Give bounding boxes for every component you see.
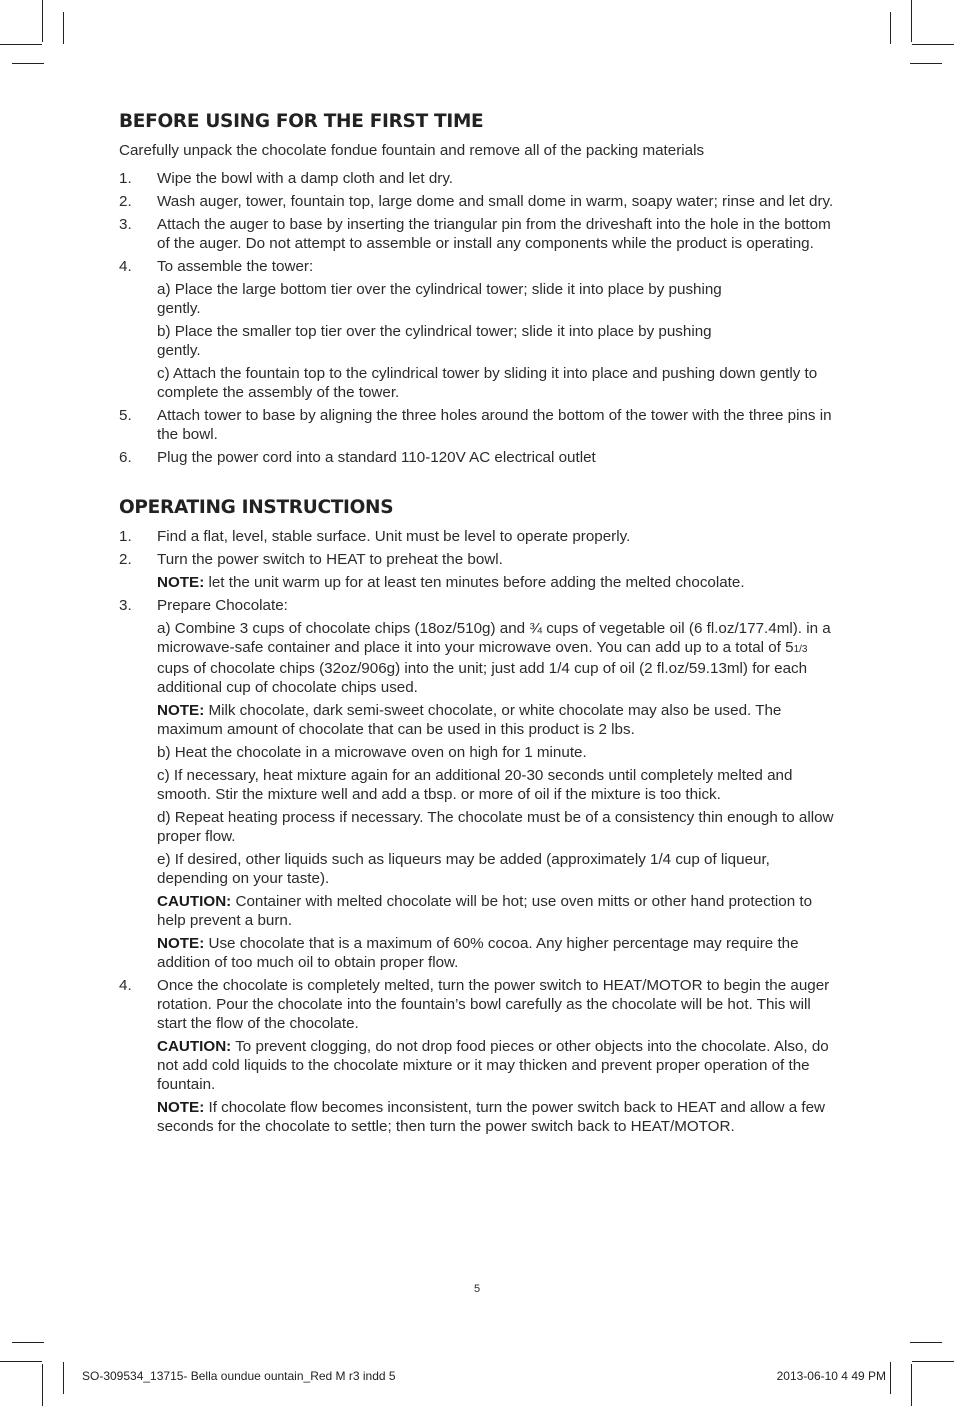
print-slug-filename: SO-309534_13715- Bella oundue ountain_Red M r3 indd 5: [82, 1369, 396, 1383]
note: NOTE: Milk chocolate, dark semi-sweet chocolate, or white chocolate may also be used. The maximum amount of chocolate that can be used in this product is 2 lbs.: [157, 702, 782, 738]
sub-steps: [157, 280, 839, 402]
list-item: 2. Wash auger, tower, fountain top, large dome and small dome in warm, soapy water; rinse and let dry.: [119, 193, 834, 210]
crop-mark: [42, 1364, 43, 1406]
intro-text: Carefully unpack the chocolate fondue fountain and remove all of the packing materials: [119, 142, 705, 159]
sub-step: c) If necessary, heat mixture again for an additional 20-30 seconds until completely melted and smooth. Stir the mixture well and add a tbsp. or more of oil if the mixture is too thick.: [157, 767, 793, 803]
page-number: 5: [473, 1283, 481, 1295]
caution: CAUTION: To prevent clogging, do not drop food pieces or other objects into the chocolate. Also, do not add cold liquids to the chocolate mixture or it may thicken and prevent proper operation of the fountain.: [157, 1038, 829, 1093]
caution: CAUTION: Container with melted chocolate will be hot; use oven mitts or other hand protection to help prevent a burn.: [157, 893, 813, 929]
crop-mark: [12, 63, 44, 64]
sub-step: c) Attach the fountain top to the cylindrical tower by sliding it into place and pushing down gently to complete the assembly of the tower.: [157, 365, 818, 401]
sub-steps: [157, 573, 839, 592]
list-item: 5. Attach tower to base by aligning the three holes around the bottom of the tower with the three pins in the bowl.: [119, 407, 832, 443]
crop-mark: [911, 0, 912, 42]
crop-mark: [911, 1364, 912, 1406]
fraction: 1/3: [793, 644, 808, 655]
list-item: 6. Plug the power cord into a standard 110-120V AC electrical outlet: [119, 449, 596, 466]
crop-mark: [63, 12, 64, 44]
sub-step: e) If desired, other liquids such as liqueurs may be added (approximately 1/4 cup of liqueur, depending on your taste).: [157, 851, 770, 887]
sub-steps: [157, 619, 839, 972]
section-heading-first-time: BEFORE USING FOR THE FIRST TIME: [119, 111, 484, 132]
list-item: 4. Once the chocolate is completely melted, turn the power switch to HEAT/MOTOR to begin the auger rotation. Pour the chocolate into the fountain’s bowl carefully as the chocolate will be hot. This will start the flow of the chocolate.: [119, 977, 830, 1032]
section-heading-operating: OPERATING INSTRUCTIONS: [119, 497, 394, 518]
page-content: [119, 112, 839, 1140]
crop-mark: [0, 1361, 42, 1362]
crop-mark: [912, 44, 954, 45]
crop-mark: [910, 1342, 942, 1343]
note: NOTE: If chocolate flow becomes inconsistent, turn the power switch back to HEAT and allow a few seconds for the chocolate to settle; then turn the power switch back to HEAT/MOTOR.: [157, 1099, 825, 1135]
list-item: 1. Find a flat, level, stable surface. Unit must be level to operate properly.: [119, 528, 631, 545]
note: NOTE: let the unit warm up for at least ten minutes before adding the melted chocolate.: [157, 574, 745, 591]
note: NOTE: Use chocolate that is a maximum of 60% cocoa. Any higher percentage may require the addition of too much oil to obtain proper flow.: [157, 935, 799, 971]
crop-mark: [63, 1362, 64, 1394]
sub-steps: [157, 1037, 839, 1136]
crop-mark: [42, 0, 43, 42]
print-slug-timestamp: 2013-06-10 4 49 PM: [776, 1369, 886, 1383]
crop-mark: [912, 1361, 954, 1362]
crop-mark: [0, 44, 42, 45]
list-item: 3. Attach the auger to base by inserting the triangular pin from the driveshaft into the hole in the bottom of the auger. Do not attempt to assemble or install any components while the product is operating.: [119, 216, 831, 252]
list-item: 2. Turn the power switch to HEAT to preheat the bowl.: [119, 551, 503, 568]
crop-mark: [12, 1342, 44, 1343]
list-item: 4. To assemble the tower:: [119, 258, 314, 275]
sub-step: d) Repeat heating process if necessary. The chocolate must be of a consistency thin enough to allow proper flow.: [157, 809, 834, 845]
sub-step: a) Combine 3 cups of chocolate chips (18oz/510g) and ¾ cups of vegetable oil (6 fl.oz/177.4ml). in a microwave-safe container and place it into your microwave oven. You can add up to a total of 51/3 cups of chocolate chips (32oz/906g) into the unit; just add 1/4 cup of oil (2 fl.oz/59.13ml) for each additional cup of chocolate chips used.: [157, 620, 831, 696]
crop-mark: [890, 12, 891, 44]
list-item: 1. Wipe the bowl with a damp cloth and let dry.: [119, 170, 454, 187]
list-item: 3. Prepare Chocolate:: [119, 597, 288, 614]
sub-step: b) Place the smaller top tier over the cylindrical tower; slide it into place by pushing gently.: [157, 323, 712, 359]
crop-mark: [910, 63, 942, 64]
sub-step: b) Heat the chocolate in a microwave oven on high for 1 minute.: [157, 744, 587, 761]
crop-mark: [890, 1362, 891, 1394]
sub-step: a) Place the large bottom tier over the cylindrical tower; slide it into place by pushing gently.: [157, 281, 722, 317]
